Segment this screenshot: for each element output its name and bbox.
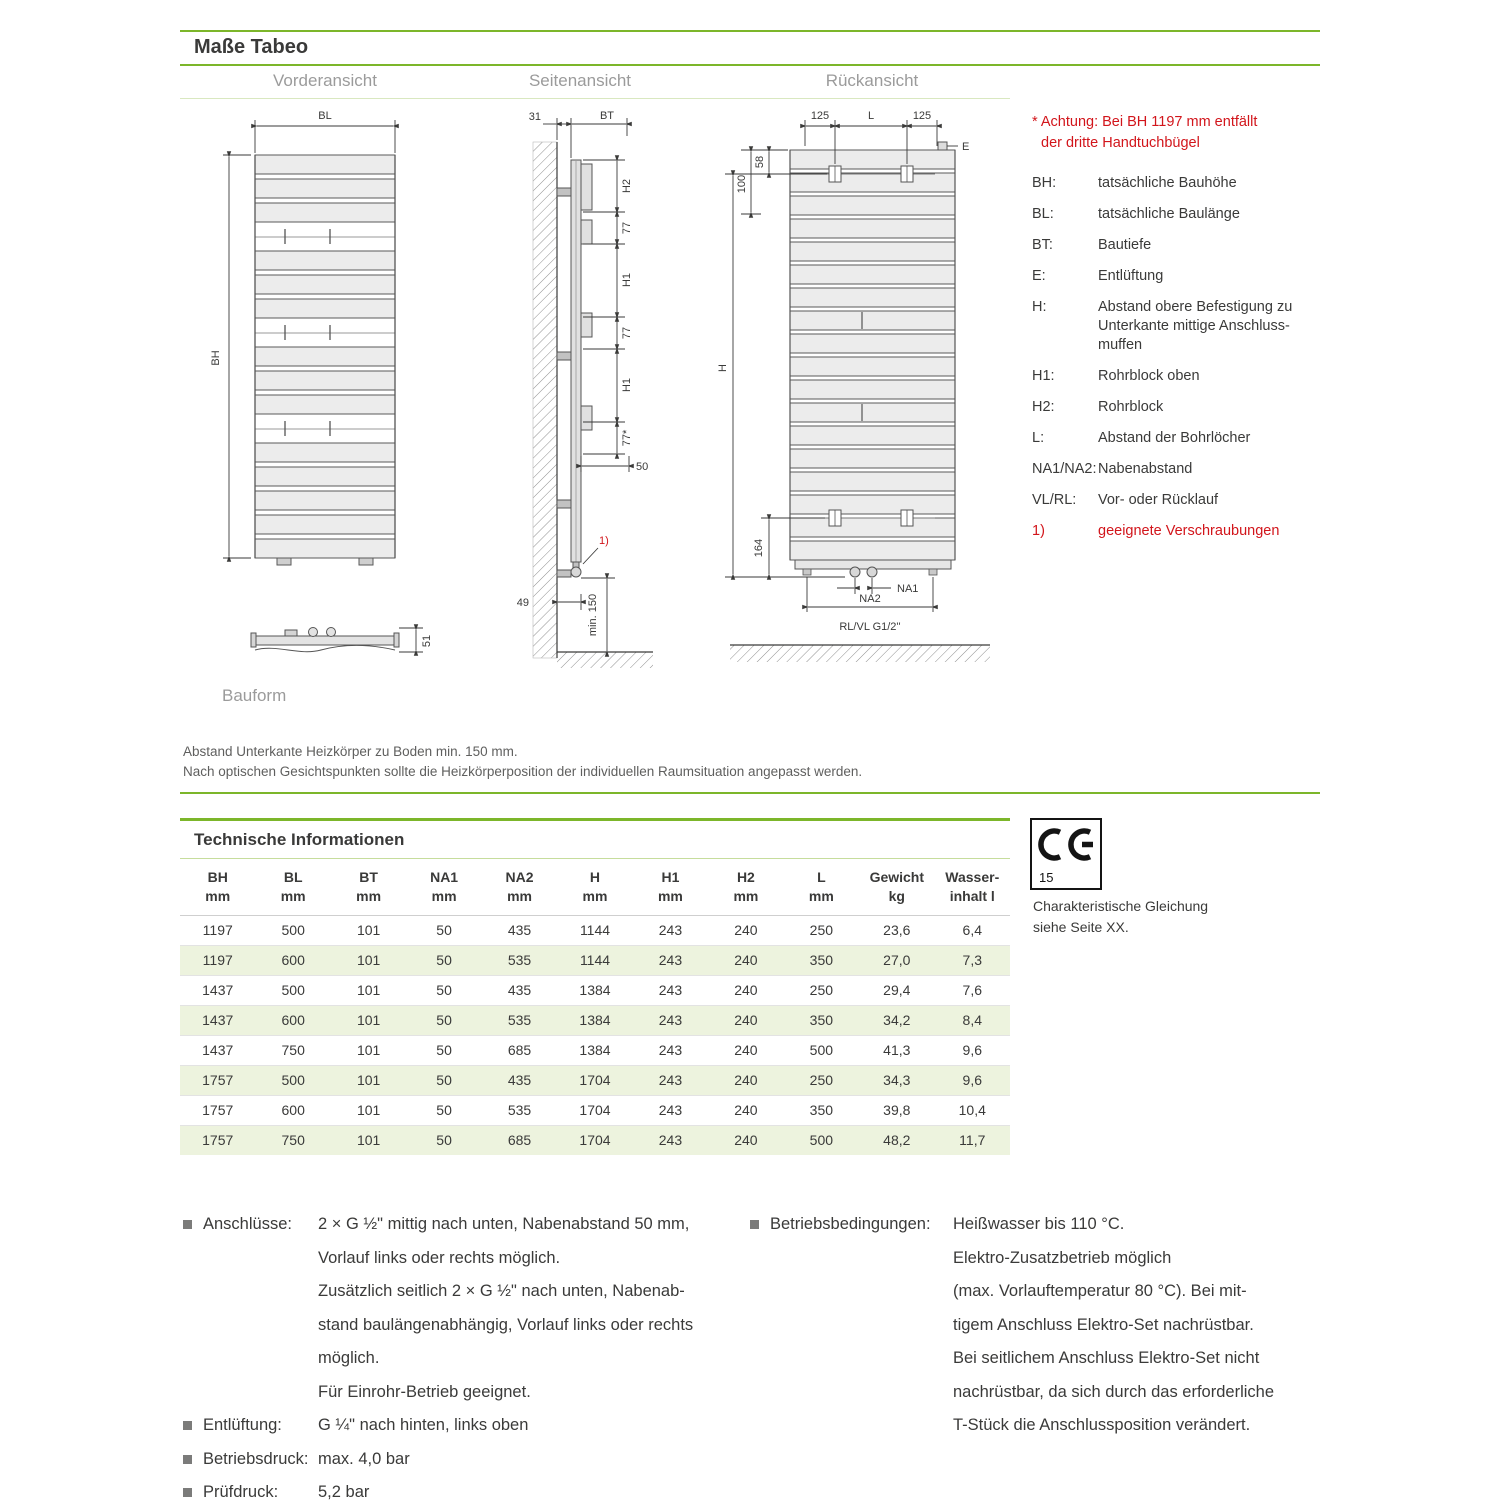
- table-cell: 27,0: [859, 945, 934, 975]
- legend-key: BT:: [1032, 237, 1053, 253]
- legend-key: E:: [1032, 268, 1046, 284]
- table-cell: 1144: [557, 945, 632, 975]
- spec-item: [183, 1476, 783, 1500]
- rear-radiator-body: [790, 150, 955, 560]
- table-cell: 101: [331, 1065, 406, 1095]
- table-row: [180, 1005, 1010, 1035]
- table-row: [180, 975, 1010, 1005]
- table-cell: 243: [633, 945, 708, 975]
- table-cell: 1437: [180, 975, 255, 1005]
- table-cell: 11,7: [935, 1125, 1010, 1155]
- dim-label-100: 100: [736, 174, 748, 194]
- spec-item: [183, 1409, 783, 1443]
- dim-label-31: 31: [528, 111, 541, 123]
- front-view-drawing: [185, 100, 455, 725]
- rear-view-drawing: [695, 100, 1025, 725]
- spec-text-line: nachrüstbar, da sich durch das erforderliche: [953, 1382, 1275, 1401]
- table-cell: 34,3: [859, 1065, 934, 1095]
- dim-label-h1a: H1: [621, 272, 633, 288]
- legend-key: 1): [1032, 523, 1045, 539]
- legend: [1032, 174, 1320, 553]
- table-row: [180, 945, 1010, 975]
- table-cell: 50: [406, 1065, 481, 1095]
- spec-lines: [318, 1443, 783, 1477]
- column-header-line-2: mm: [808, 887, 834, 904]
- column-header-line-2: mm: [280, 887, 306, 904]
- dim-label-h2: H2: [621, 178, 633, 194]
- spec-label: Entlüftung:: [203, 1416, 282, 1434]
- page-title: Maße Tabeo: [194, 36, 309, 58]
- dim-label-e: E: [962, 141, 970, 153]
- spec-text-line: Vorlauf links oder rechts möglich.: [318, 1248, 561, 1267]
- table-row: [180, 1125, 1010, 1155]
- column-header-line-1: L: [817, 869, 826, 885]
- title-rule: [180, 64, 1320, 66]
- table-cell: 23,6: [883, 921, 911, 938]
- table-cell: 250: [784, 975, 859, 1005]
- table-cell: 243: [633, 1125, 708, 1155]
- dim-label-49: 49: [516, 597, 529, 609]
- dimensions-table: [180, 859, 1010, 1155]
- table-cell: 243: [633, 1035, 708, 1065]
- legend-key: H1:: [1032, 368, 1055, 384]
- dim-label-h1b: H1: [621, 377, 633, 393]
- dim-label-bl: BL: [318, 110, 332, 122]
- ce-logo-icon: [1037, 826, 1099, 864]
- legend-value: Abstand obere Befestigung zu Unterkante mittige Anschluss-muffen: [1098, 299, 1293, 353]
- legend-value: Vor- oder Rücklauf: [1098, 492, 1219, 508]
- table-cell: 750: [255, 1125, 330, 1155]
- table-cell: 1757: [180, 1125, 255, 1155]
- column-header: [557, 859, 632, 915]
- table-cell: 50: [406, 1095, 481, 1125]
- table-cell: 500: [784, 1035, 859, 1065]
- table-cell: 1384: [557, 1035, 632, 1065]
- floor-section: [557, 652, 653, 668]
- table-cell: 1197: [180, 945, 255, 975]
- legend-key: H2:: [1032, 399, 1055, 415]
- table-cell: 48,2: [859, 1125, 934, 1155]
- dim-label-na2: NA2: [859, 593, 881, 605]
- column-header: [784, 859, 859, 915]
- spec-label: Prüfdruck:: [203, 1483, 279, 1500]
- table-cell: 600: [255, 945, 330, 975]
- table-cell: 6,4: [962, 921, 982, 938]
- table-cell: 1437: [180, 1035, 255, 1065]
- table-cell: 1384: [557, 975, 632, 1005]
- table-cell: 243: [633, 1065, 708, 1095]
- column-header-line-1: H1: [661, 869, 680, 885]
- column-header-line-1: H: [589, 869, 601, 885]
- specs-right-column: [750, 1208, 1315, 1443]
- legend-row: [1032, 174, 1320, 193]
- table-cell: 243: [658, 921, 683, 938]
- side-view-drawing: [495, 100, 680, 725]
- spec-text-line: stand baulängenabhängig, Vorlauf links oder rechts: [318, 1315, 694, 1334]
- table-cell: 9,6: [935, 1035, 1010, 1065]
- table-cell: 7,6: [935, 975, 1010, 1005]
- table-cell: 250: [784, 1065, 859, 1095]
- table-cell: 50: [406, 1005, 481, 1035]
- column-header: [331, 859, 406, 915]
- table-cell: 101: [331, 975, 406, 1005]
- spec-text-line: möglich.: [318, 1349, 380, 1367]
- table-cell: 7,3: [935, 945, 1010, 975]
- table-cell: 50: [436, 921, 452, 938]
- ce-caption: [1033, 896, 1283, 938]
- legend-row: [1032, 367, 1320, 386]
- table-cell: 1757: [180, 1065, 255, 1095]
- column-header-line-2: mm: [657, 887, 683, 904]
- legend-value: tatsächliche Bauhöhe: [1098, 175, 1237, 191]
- column-header: [406, 859, 481, 915]
- table-cell: 1704: [557, 1095, 632, 1125]
- warning-line-2: der dritte Handtuchbügel: [1041, 135, 1200, 151]
- table-cell: 29,4: [859, 975, 934, 1005]
- legend-value: tatsächliche Baulänge: [1098, 206, 1240, 222]
- ce-caption-line-1: Charakteristische Gleichung: [1033, 898, 1209, 914]
- side-radiator-profile: [557, 160, 592, 577]
- spec-text-line: max. 4,0 bar: [318, 1449, 410, 1468]
- dim-label-rlvl: RL/VL G1/2'': [839, 621, 901, 633]
- table-cell: 435: [507, 921, 532, 938]
- column-header: [633, 859, 708, 915]
- table-title: Technische Informationen: [180, 821, 1010, 859]
- table-cell: 240: [708, 1095, 783, 1125]
- table-row: [180, 1095, 1010, 1125]
- wall-section: [533, 142, 557, 658]
- legend-row: [1032, 398, 1320, 417]
- table-cell: 600: [255, 1005, 330, 1035]
- column-header-line-2: kg: [888, 887, 905, 904]
- table-cell: 500: [255, 975, 330, 1005]
- spec-text-line: Elektro-Zusatzbetrieb möglich: [953, 1248, 1172, 1267]
- warning-note: [1032, 112, 1322, 154]
- dim-label-125-right: 125: [912, 110, 932, 122]
- table-cell: 101: [356, 921, 381, 938]
- table-cell: 34,2: [859, 1005, 934, 1035]
- table-cell: 535: [482, 945, 557, 975]
- rear-view-heading: Rückansicht: [825, 71, 919, 90]
- spec-item: [750, 1208, 1315, 1443]
- section-rule: [180, 792, 1320, 794]
- table-cell: 240: [708, 1125, 783, 1155]
- table-cell: 350: [784, 1095, 859, 1125]
- spec-label: Betriebsbedingungen:: [770, 1215, 931, 1233]
- dim-label-77b: 77: [621, 326, 633, 340]
- spec-label: Betriebsdruck:: [203, 1449, 309, 1468]
- legend-key: BH:: [1032, 175, 1057, 191]
- legend-value: Bautiefe: [1098, 237, 1152, 253]
- specs-left-column: [183, 1208, 783, 1500]
- table-cell: 435: [482, 975, 557, 1005]
- front-radiator-body: [255, 155, 395, 565]
- table-cell: 41,3: [859, 1035, 934, 1065]
- column-header-line-2: mm: [733, 887, 759, 904]
- spec-lines: [953, 1208, 1315, 1443]
- legend-row: [1032, 460, 1320, 479]
- table-cell: 1704: [557, 1065, 632, 1095]
- spec-text-line: Bei seitlichem Anschluss Elektro-Set nicht: [953, 1349, 1260, 1367]
- column-header-line-2: mm: [356, 887, 382, 904]
- column-header-line-2: mm: [507, 887, 532, 904]
- ce-caption-line-2: siehe Seite XX.: [1033, 919, 1129, 935]
- legend-value: Abstand der Bohrlöcher: [1098, 430, 1251, 446]
- dim-label-bt: BT: [599, 110, 615, 122]
- table-cell: 101: [331, 1095, 406, 1125]
- table-row: [180, 1035, 1010, 1065]
- table-cell: 50: [406, 1125, 481, 1155]
- column-header: [859, 859, 934, 915]
- table-cell: 535: [482, 1005, 557, 1035]
- spec-text-line: 5,2 bar: [318, 1483, 370, 1500]
- table-cell: 435: [482, 1065, 557, 1095]
- legend-key: L:: [1032, 430, 1045, 446]
- table-cell: 350: [784, 1005, 859, 1035]
- warning-line-1: * Achtung: Bei BH 1197 mm entfällt: [1032, 114, 1258, 130]
- spec-lines: [318, 1409, 783, 1443]
- legend-row: [1032, 429, 1320, 448]
- column-header-line-1: H2: [736, 869, 755, 885]
- table-cell: 240: [734, 921, 758, 938]
- table-cell: 8,4: [935, 1005, 1010, 1035]
- table-cell: 240: [708, 975, 783, 1005]
- spec-text-line: Heißwasser bis 110 °C.: [953, 1215, 1125, 1233]
- bauform-label: Bauform: [222, 686, 287, 705]
- ce-mark: [1030, 818, 1102, 890]
- footnote-line-1: Abstand Unterkante Heizkörper zu Boden min. 150 mm.: [183, 744, 518, 759]
- column-header-line-2: mm: [582, 887, 608, 904]
- table-cell: 101: [331, 1125, 406, 1155]
- table-cell: 240: [708, 1005, 783, 1035]
- table-cell: 240: [708, 1035, 783, 1065]
- table-cell: 685: [482, 1035, 557, 1065]
- legend-key: BL:: [1032, 206, 1054, 222]
- column-header-line-2: mm: [205, 887, 231, 904]
- legend-key: NA1/NA2:: [1032, 461, 1097, 477]
- front-view-heading: Vorderansicht: [273, 71, 377, 90]
- footnote-line-2: Nach optischen Gesichtspunkten sollte die Heizkörperposition der individuellen Raumsituation angepasst werden.: [183, 764, 863, 779]
- dim-label-l: L: [867, 110, 875, 122]
- legend-key: H:: [1032, 299, 1047, 315]
- column-header-line-1: NA2: [505, 869, 534, 885]
- table-cell: 50: [406, 945, 481, 975]
- table-cell: 535: [482, 1095, 557, 1125]
- table-row: [180, 915, 1010, 945]
- legend-row: [1032, 236, 1320, 255]
- spec-text-line: Für Einrohr-Betrieb geeignet.: [318, 1382, 531, 1401]
- table-cell: 1704: [557, 1125, 632, 1155]
- dim-label-51: 51: [421, 634, 433, 648]
- table-cell: 600: [255, 1095, 330, 1125]
- table-cell: 350: [784, 945, 859, 975]
- dim-label-164: 164: [753, 538, 765, 558]
- column-header: [935, 859, 1010, 915]
- column-header-line-2: inhalt l: [949, 887, 995, 904]
- spec-lines: [318, 1476, 783, 1500]
- heading-underline: [180, 98, 1010, 99]
- legend-value: geeignete Verschraubungen: [1098, 523, 1280, 539]
- column-header-line-1: BL: [283, 869, 303, 885]
- table-cell: 500: [255, 1065, 330, 1095]
- table-row: [180, 1065, 1010, 1095]
- table-cell: 101: [331, 1035, 406, 1065]
- legend-row: [1032, 522, 1320, 541]
- table-cell: 243: [633, 1005, 708, 1035]
- bauform-profile: [251, 628, 399, 652]
- table-cell: 50: [406, 1035, 481, 1065]
- spec-item: [183, 1208, 783, 1409]
- table-cell: 250: [809, 921, 834, 938]
- legend-row: [1032, 491, 1320, 510]
- table-cell: 39,8: [859, 1095, 934, 1125]
- bottom-connections: [795, 560, 951, 577]
- table-cell: 240: [708, 945, 783, 975]
- spec-text-line: G ¼" nach hinten, links oben: [318, 1416, 529, 1434]
- spec-text-line: 2 × G ½" mittig nach unten, Nabenabstand 50 mm,: [318, 1215, 690, 1233]
- column-header-line-1: Gewicht: [869, 869, 925, 885]
- side-view-heading: Seitenansicht: [528, 71, 632, 90]
- legend-value: Rohrblock oben: [1098, 368, 1200, 384]
- dim-label-h: H: [717, 364, 729, 372]
- table-cell: 9,6: [935, 1065, 1010, 1095]
- table-cell: 1757: [180, 1095, 255, 1125]
- spec-label: Anschlüsse:: [203, 1215, 292, 1233]
- table-cell: 1197: [202, 921, 233, 938]
- table-cell: 1384: [557, 1005, 632, 1035]
- dim-label-bh: BH: [210, 350, 222, 366]
- table-cell: 101: [331, 1005, 406, 1035]
- table-cell: 750: [255, 1035, 330, 1065]
- table-cell: 1437: [180, 1005, 255, 1035]
- legend-row: [1032, 298, 1320, 355]
- spec-item: [183, 1443, 783, 1477]
- column-header: [180, 859, 255, 915]
- table-cell: 243: [633, 1095, 708, 1125]
- rear-floor-section: [730, 645, 990, 662]
- table-cell: 1144: [579, 921, 611, 938]
- dim-label-77a: 77: [621, 221, 633, 235]
- column-header-line-1: BT: [359, 869, 378, 885]
- dim-label-77c: 77*: [621, 429, 633, 447]
- column-header: [482, 859, 557, 915]
- spec-lines: [318, 1208, 783, 1409]
- top-rule: [180, 30, 1320, 32]
- bullet-icon: [183, 1409, 203, 1443]
- column-header: [708, 859, 783, 915]
- bullet-icon: [183, 1208, 203, 1242]
- ce-number: 15: [1039, 870, 1054, 885]
- column-header-line-1: BH: [207, 869, 228, 885]
- bullet-icon: [183, 1476, 203, 1500]
- column-header: [255, 859, 330, 915]
- legend-row: [1032, 205, 1320, 224]
- table-cell: 10,4: [935, 1095, 1010, 1125]
- table-header-row: [180, 859, 1010, 915]
- table-cell: 50: [406, 975, 481, 1005]
- legend-value: Rohrblock: [1098, 399, 1164, 415]
- table-cell: 101: [331, 945, 406, 975]
- bullet-icon: [183, 1443, 203, 1477]
- bullet-icon: [750, 1208, 770, 1242]
- dim-label-58: 58: [754, 155, 766, 169]
- legend-value: Entlüftung: [1098, 268, 1164, 284]
- table-cell: 500: [281, 921, 305, 938]
- table-cell: 243: [633, 975, 708, 1005]
- dim-label-125-left: 125: [810, 110, 830, 122]
- dim-label-50: 50: [636, 461, 649, 473]
- spec-text-line: (max. Vorlauftemperatur 80 °C). Bei mit-: [953, 1282, 1247, 1300]
- legend-value: Nabenabstand: [1098, 461, 1193, 477]
- legend-row: [1032, 267, 1320, 286]
- column-header-line-1: NA1: [430, 869, 459, 885]
- spec-text-line: T-Stück die Anschlussposition verändert.: [953, 1416, 1251, 1434]
- column-header-line-2: mm: [431, 887, 457, 904]
- spec-text-line: tigem Anschluss Elektro-Set nachrüstbar.: [953, 1315, 1254, 1334]
- dim-label-note1: 1): [599, 535, 609, 547]
- column-header-line-1: Wasser-: [945, 869, 1000, 885]
- table-cell: 240: [708, 1065, 783, 1095]
- dim-label-min150: min. 150: [587, 593, 599, 637]
- legend-key: VL/RL:: [1032, 492, 1077, 508]
- dim-label-na1: NA1: [897, 583, 919, 595]
- spec-text-line: Zusätzlich seitlich 2 × G ½" nach unten, Nabenab-: [318, 1282, 685, 1300]
- table-cell: 685: [482, 1125, 557, 1155]
- table-cell: 500: [784, 1125, 859, 1155]
- technical-info-section: [180, 818, 1010, 1155]
